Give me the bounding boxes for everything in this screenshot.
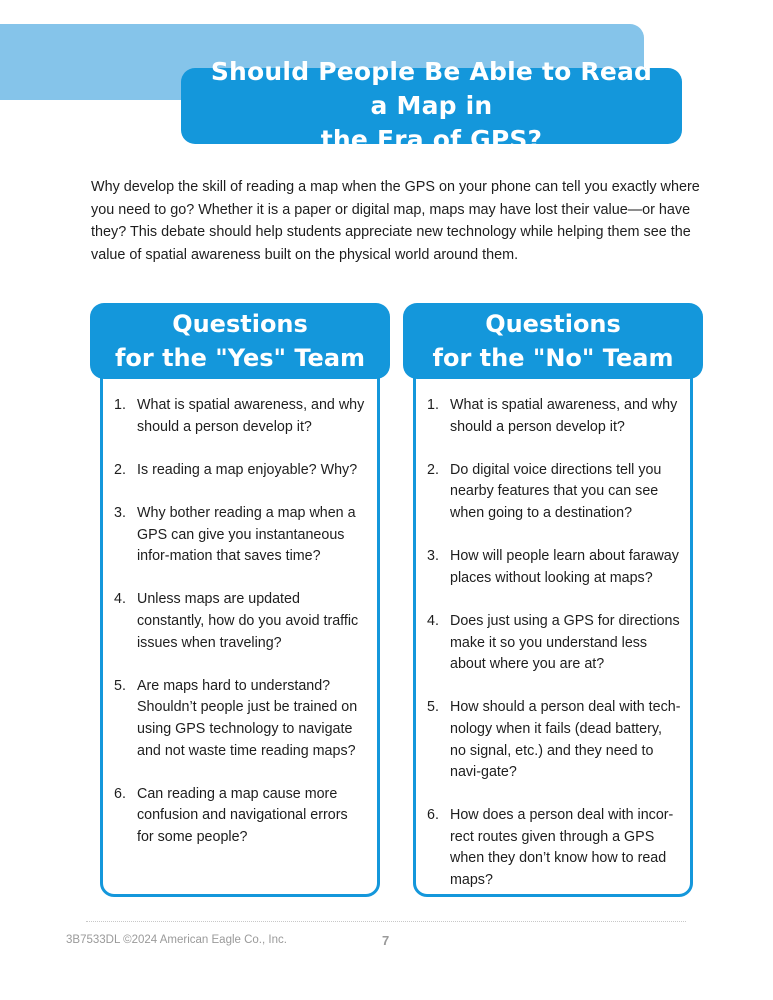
question-item <box>114 503 368 568</box>
question-item <box>427 611 681 676</box>
title-banner <box>181 57 682 154</box>
question-item <box>114 395 368 438</box>
question-item <box>427 460 681 525</box>
page-title-line-1: Should People Be Able to Read a Map in <box>210 57 653 120</box>
question-text: Can reading a map cause more confusion and navigational errors for some people? <box>137 785 348 845</box>
yes-team-card <box>90 303 390 897</box>
yes-team-heading-line-1: Questions <box>172 310 308 338</box>
question-text: Why bother reading a map when a GPS can give you instantaneous infor-mation that saves time? <box>137 504 356 565</box>
no-team-card <box>403 303 703 897</box>
question-number: 3. <box>427 548 439 565</box>
no-team-heading <box>403 303 703 379</box>
question-number: 5. <box>114 677 126 694</box>
question-text: How does a person deal with incor-rect routes given through a GPS when they don’t know how to read maps? <box>450 807 674 889</box>
question-number: 2. <box>114 461 126 478</box>
question-number: 3. <box>114 504 126 521</box>
question-text: Are maps hard to understand? Shouldn’t people just be trained on using GPS technology to navigate and not waste time reading maps? <box>137 677 358 759</box>
question-text: Do digital voice directions tell you nearby features that you can see when going to a destination? <box>450 461 662 521</box>
page-title-line-2: the Era of GPS? <box>320 125 543 154</box>
question-item <box>114 676 368 762</box>
question-item <box>427 395 681 438</box>
question-text: What is spatial awareness, and why should a person develop it? <box>137 397 365 435</box>
question-number: 4. <box>114 591 126 608</box>
question-item <box>427 805 681 891</box>
footer-copyright: 3B7533DL ©2024 American Eagle Co., Inc. <box>66 934 287 946</box>
question-text: Does just using a GPS for directions make it so you understand less about where you are at? <box>450 612 680 673</box>
question-item <box>114 784 368 849</box>
question-item <box>427 697 681 783</box>
question-number: 6. <box>114 785 126 802</box>
page-number: 7 <box>382 933 390 948</box>
question-number: 1. <box>427 397 439 413</box>
page-title <box>201 55 662 157</box>
no-team-heading-line-2: for the "No" Team <box>432 344 674 372</box>
yes-team-question-list <box>114 395 368 870</box>
question-text: Unless maps are updated constantly, how do you avoid traffic issues when traveling? <box>137 591 359 651</box>
question-number: 6. <box>427 807 439 824</box>
intro-paragraph: Why develop the skill of reading a map when the GPS on your phone can tell you exactly where you need to go? Whether it is a paper or digital map, maps may have lost their value—or have they? This debate should help students appreciate new technology while helping them see the value of spatial awareness built on the physical world around them. <box>91 179 700 264</box>
question-number: 4. <box>427 612 439 629</box>
question-item <box>427 546 681 589</box>
question-number: 1. <box>114 397 126 413</box>
footer-divider <box>86 921 686 922</box>
question-number: 2. <box>427 461 439 478</box>
question-text: How will people learn about faraway places without looking at maps? <box>450 548 679 586</box>
question-text: What is spatial awareness, and why should a person develop it? <box>450 397 678 435</box>
question-item <box>114 589 368 654</box>
question-text: How should a person deal with tech-nology when it fails (dead battery, no signal, etc.) and they need to navi-gate? <box>450 699 681 781</box>
question-number: 5. <box>427 699 439 716</box>
yes-team-heading <box>90 303 390 379</box>
yes-team-heading-line-2: for the "Yes" Team <box>114 344 366 372</box>
no-team-question-list <box>427 395 681 913</box>
no-team-heading-line-1: Questions <box>485 310 621 338</box>
question-item <box>114 460 368 482</box>
question-text: Is reading a map enjoyable? Why? <box>137 461 358 478</box>
